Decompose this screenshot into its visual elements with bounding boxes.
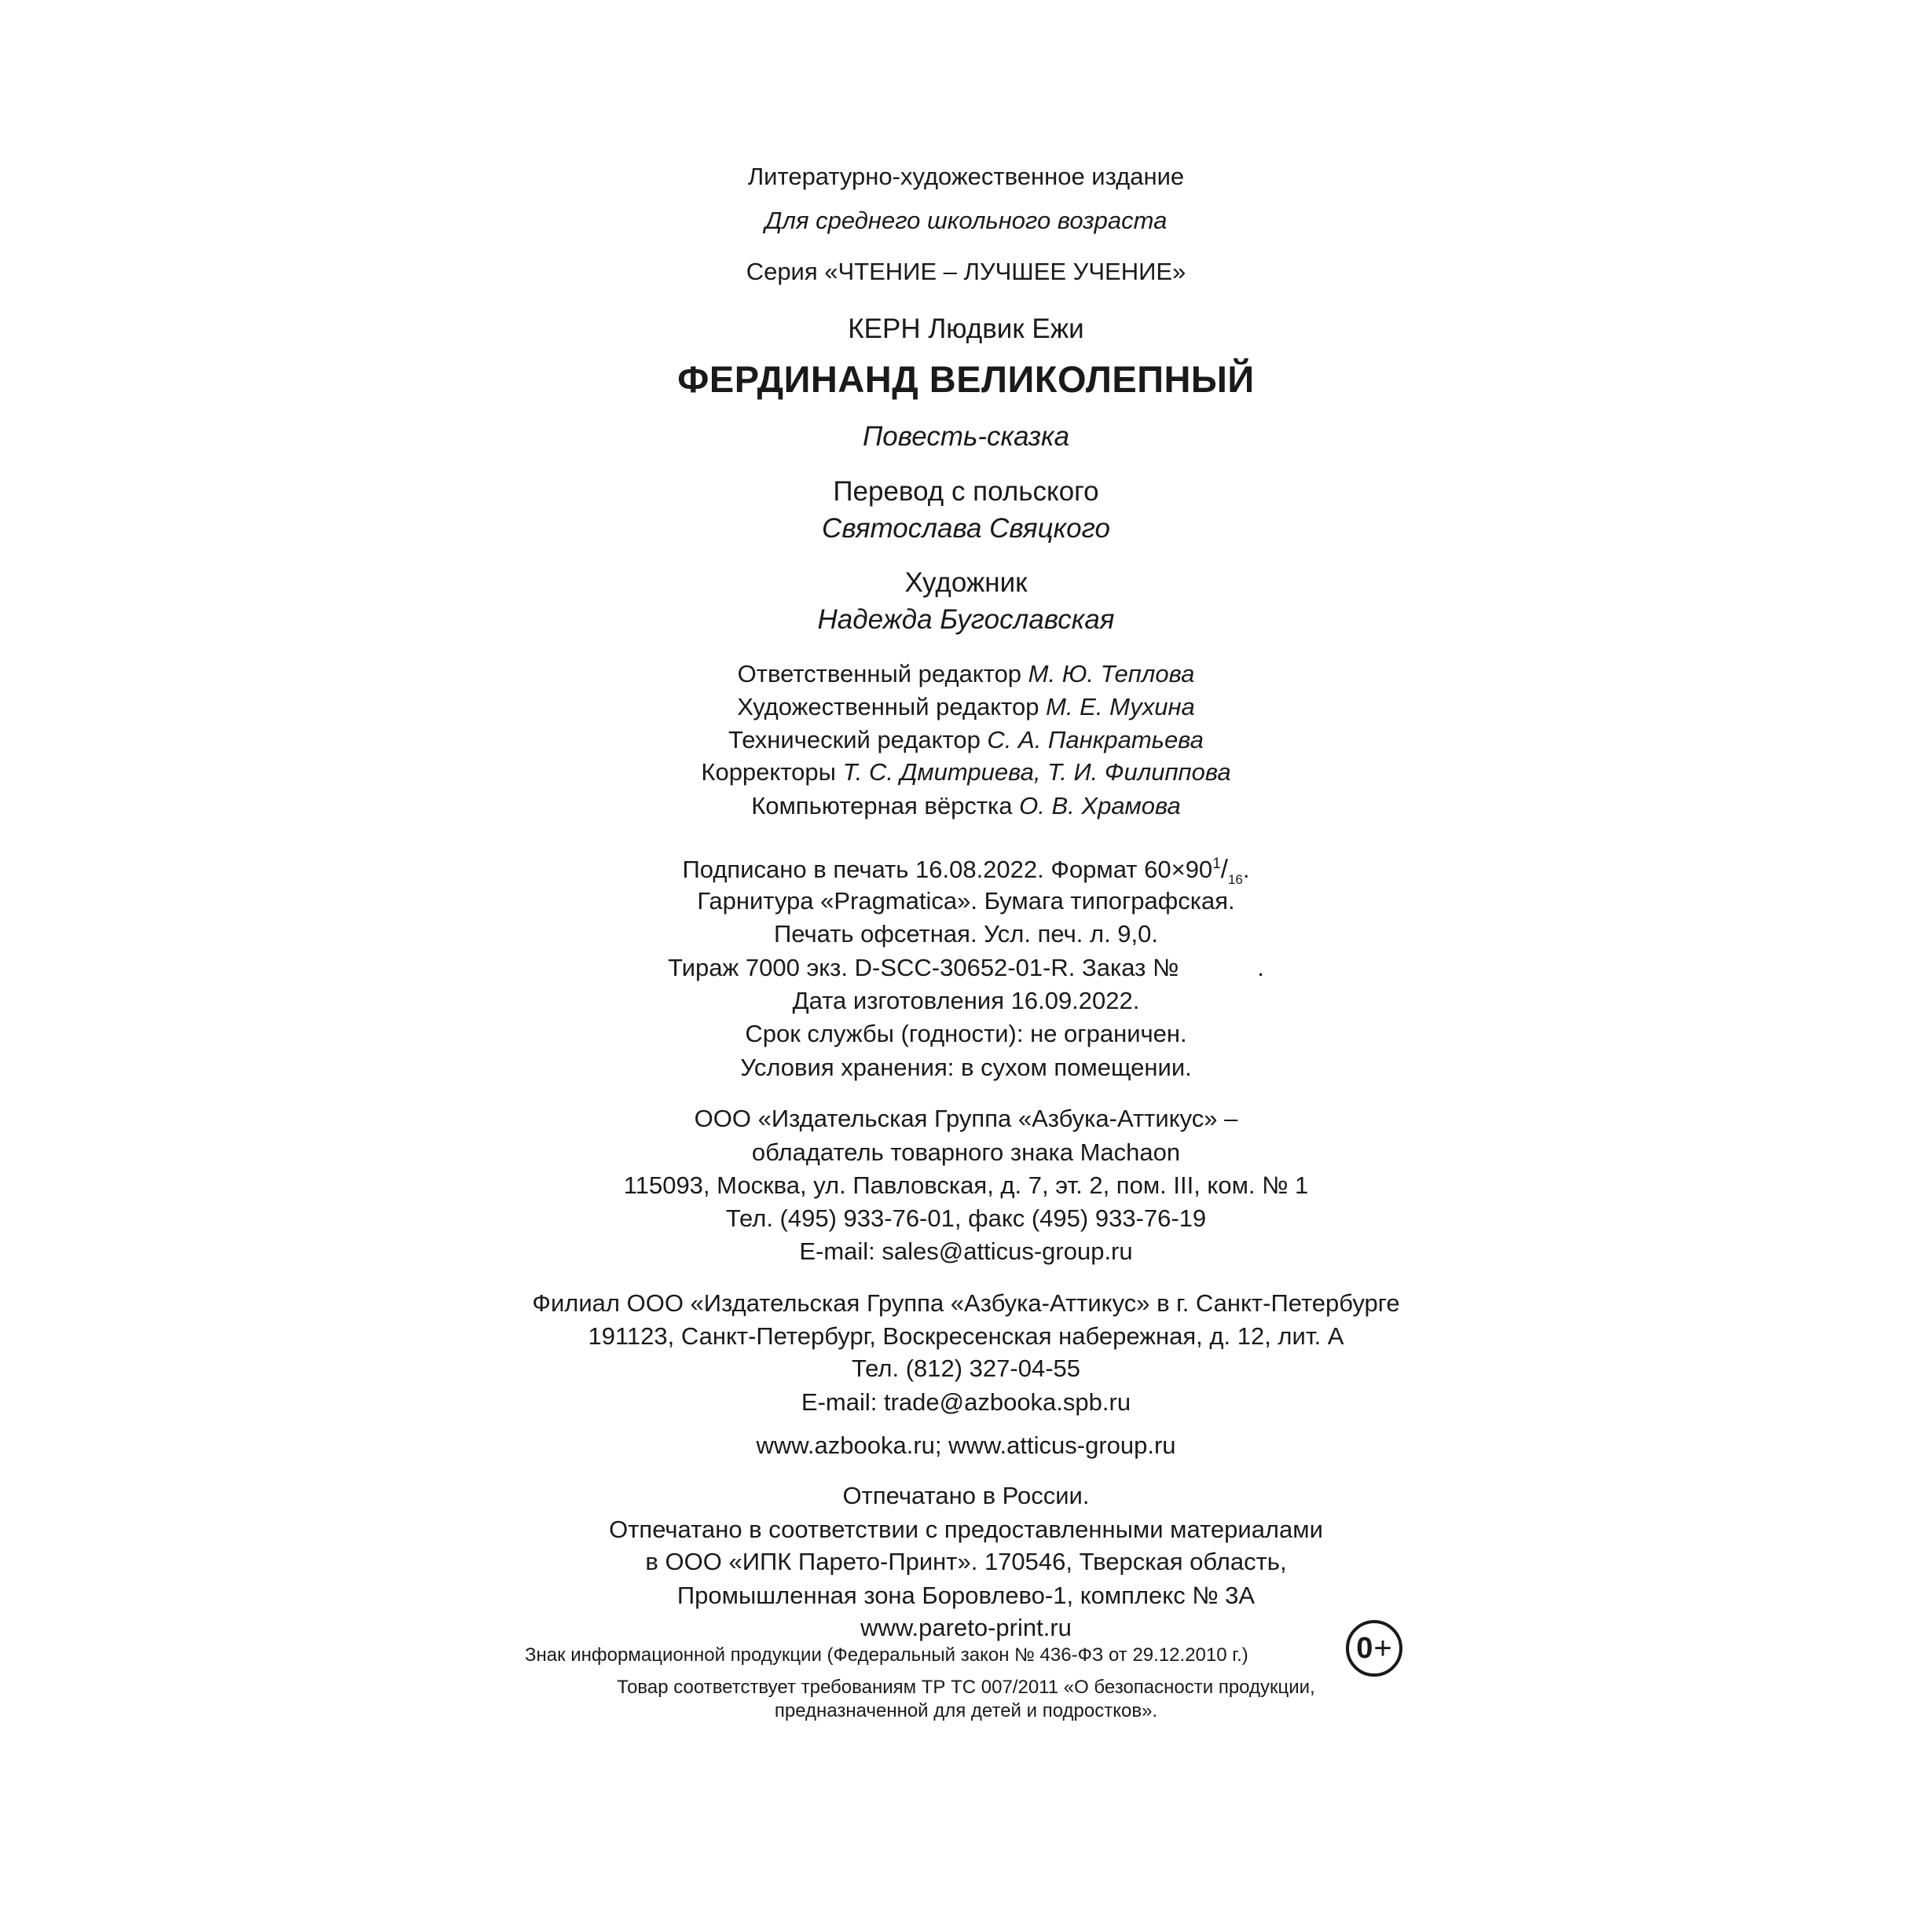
credit-name: М. Ю. Теплова bbox=[1028, 660, 1195, 687]
format-fraction-numerator: 1 bbox=[1212, 856, 1221, 872]
publisher-name: ООО «Издательская Группа «Азбука-Аттикус» – bbox=[694, 1105, 1238, 1132]
credit-role: Технический редактор bbox=[728, 726, 988, 753]
publisher-email: E-mail: sales@atticus-group.ru bbox=[799, 1237, 1133, 1265]
age-group-label: Для среднего школьного возраста bbox=[764, 207, 1168, 234]
standard-compliance-line-2: предназначенной для детей и подростков». bbox=[774, 1700, 1158, 1721]
manufacture-date-line: Дата изготовления 16.09.2022. bbox=[792, 987, 1140, 1014]
printed-in-country: Отпечатано в России. bbox=[842, 1482, 1090, 1509]
credit-name: С. А. Панкратьева bbox=[987, 726, 1204, 753]
illustrator-label: Художник bbox=[904, 567, 1028, 598]
credit-role: Компьютерная вёрстка bbox=[751, 792, 1020, 819]
age-rating-plus: + bbox=[1373, 1631, 1392, 1666]
credit-line bbox=[0, 760, 1932, 784]
branch-address: 191123, Санкт-Петербург, Воскресенская набережная, д. 12, лит. А bbox=[588, 1322, 1344, 1350]
age-rating-badge-icon bbox=[1346, 1620, 1402, 1677]
printer-website: www.pareto-print.ru bbox=[860, 1614, 1072, 1641]
book-subtitle: Повесть-сказка bbox=[862, 421, 1070, 452]
credit-role: Художественный редактор bbox=[737, 693, 1047, 720]
publisher-address: 115093, Москва, ул. Павловская, д. 7, эт. 2, пом. III, ком. № 1 bbox=[623, 1171, 1309, 1199]
print-run-line bbox=[0, 955, 1932, 980]
shelf-life-line: Срок службы (годности): не ограничен. bbox=[745, 1020, 1187, 1047]
series-label: Серия «ЧТЕНИЕ – ЛУЧШЕЕ УЧЕНИЕ» bbox=[746, 258, 1186, 285]
print-run-end: . bbox=[1257, 954, 1264, 981]
printer-line-1: Отпечатано в соответствии с предоставленными материалами bbox=[609, 1516, 1323, 1543]
signed-for-print-line bbox=[0, 854, 1932, 887]
printing-line: Печать офсетная. Усл. печ. л. 9,0. bbox=[773, 920, 1159, 948]
publisher-websites: www.azbooka.ru; www.atticus-group.ru bbox=[756, 1432, 1176, 1459]
printer-line-3: Промышленная зона Боровлево-1, комплекс № 3А bbox=[676, 1582, 1256, 1609]
credit-line bbox=[0, 794, 1932, 818]
translation-label: Перевод с польского bbox=[833, 476, 1099, 507]
author-name: КЕРН Людвик Ежи bbox=[848, 313, 1084, 344]
format-end: . bbox=[1242, 856, 1250, 883]
credit-name: Т. С. Дмитриева, Т. И. Филиппова bbox=[842, 758, 1231, 786]
storage-line: Условия хранения: в сухом помещении. bbox=[740, 1054, 1192, 1081]
print-run-text: Тираж 7000 экз. D-SCC-30652-01-R. Заказ № bbox=[668, 954, 1179, 981]
credit-role: Ответственный редактор bbox=[737, 660, 1028, 687]
standard-compliance-line-1: Товар соответствует требованиям ТР ТС 007/2011 «О безопасности продукции, bbox=[617, 1677, 1315, 1698]
branch-email: E-mail: trade@azbooka.spb.ru bbox=[801, 1388, 1131, 1416]
credit-name: М. Е. Мухина bbox=[1046, 693, 1195, 720]
typeface-line: Гарнитура «Pragmatica». Бумага типографская. bbox=[697, 887, 1235, 915]
branch-phone: Тел. (812) 327-04-55 bbox=[851, 1355, 1081, 1382]
publisher-trademark: обладатель товарного знака Machaon bbox=[751, 1138, 1181, 1166]
format-fraction-denominator: 16 bbox=[1227, 872, 1243, 887]
illustrator-name: Надежда Бугославская bbox=[817, 604, 1115, 635]
credit-line bbox=[0, 662, 1932, 686]
genre-label: Литературно-художественное издание bbox=[747, 163, 1185, 190]
age-rating-zero: 0 bbox=[1356, 1632, 1373, 1665]
publisher-phone: Тел. (495) 933-76-01, факс (495) 933-76-19 bbox=[725, 1204, 1207, 1232]
branch-name: Филиал ООО «Издательская Группа «Азбука-Аттикус» в г. Санкт-Петербурге bbox=[532, 1289, 1400, 1317]
translator-name: Святослава Свяцкого bbox=[822, 513, 1110, 544]
credit-line bbox=[0, 728, 1932, 752]
book-title: ФЕРДИНАНД ВЕЛИКОЛЕПНЫЙ bbox=[677, 358, 1255, 400]
credit-line bbox=[0, 695, 1932, 719]
info-product-sign-text: Знак информационной продукции (Федеральный закон № 436-ФЗ от 29.12.2010 г.) bbox=[525, 1644, 1248, 1666]
credit-name: О. В. Храмова bbox=[1019, 792, 1181, 819]
format-fraction-slash: / bbox=[1220, 854, 1228, 883]
signed-text: Подписано в печать 16.08.2022. Формат 60×90 bbox=[682, 856, 1213, 883]
printer-line-2: в ООО «ИПК Парето-Принт». 170546, Тверская область, bbox=[645, 1548, 1287, 1575]
credit-role: Корректоры bbox=[701, 758, 843, 786]
